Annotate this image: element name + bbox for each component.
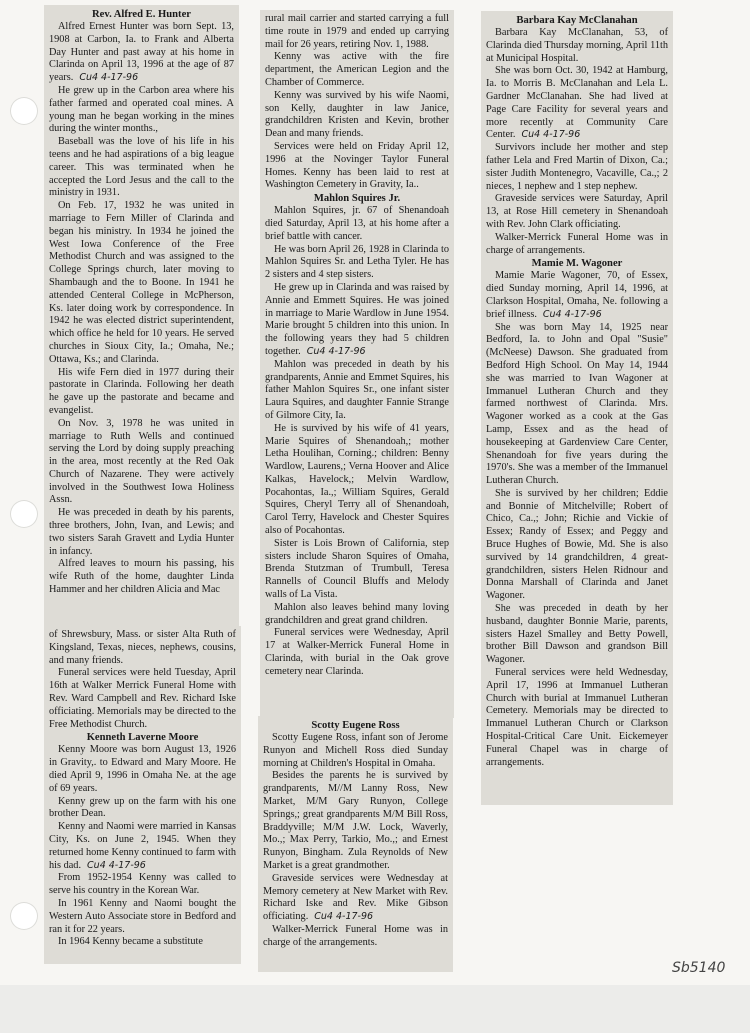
obituary-paragraph: On Nov. 3, 1978 he was united in marriage to Ruth Wells and continued serving the Lord by doing supply preaching in the area, most recently at the Red Oak Church of Nazarene. They were actively involved in the Southwest Iowa Holiness Assn. bbox=[49, 417, 234, 506]
obituary-paragraph: She was born May 14, 1925 near Bedford, Ia. to John and Opal "Susie" (McNeese) Dawson. She graduated from Bedford High School. On May 14, 1944 she was married to Ivan Wagoner at Immanuel Lutheran Church and they farmed northwest of Clarinda. Mrs. Wagoner worked as a cook at the Gas Lamp, Essex and as the head of housekeeping at Gardenview Care Center, Shenandoah for five years during the 1970's. She was a member of the Immanuel Lutheran Church. bbox=[486, 321, 668, 487]
obituary-title: Barbara Kay McClanahan bbox=[516, 15, 638, 26]
obituary-title: Scotty Eugene Ross bbox=[311, 720, 400, 731]
handwritten-annotation: Cu4 4-17-96 bbox=[306, 345, 366, 357]
obituary-paragraph: Funeral services were Wednesday, April 17 at Walker-Merrick Funeral Home in Clarinda, with burial in the Oak grove cemetery near Clarinda. bbox=[265, 627, 449, 677]
obituary-paragraph: Funeral services were held Wednesday, April 17, 1996 at Immanuel Lutheran Church with burial at Immanuel Lutheran Cemetery. Memorials may be directed to Immanuel Lutheran Church or Clarkson Hospital-Critical Care Unit. Eickemeyer Funeral Chapel was in charge of arrangements. bbox=[486, 667, 668, 768]
obituary-paragraph: Kenny Moore was born August 13, 1926 in Gravity,. to Edward and Mary Moore. He died April 9, 1996 in Omaha Ne. at the age of 69 years. bbox=[49, 744, 236, 794]
scanner-bed-edge bbox=[0, 985, 750, 1033]
obituary-paragraph: In 1961 Kenny and Naomi bought the Western Auto Associate store in Bedford and ran it for 22 years. bbox=[49, 897, 236, 935]
obituary-paragraph: Alfred leaves to mourn his passing, his wife Ruth of the home, daughter Linda Hammer and her children Alicia and Mac bbox=[49, 558, 234, 596]
obituary-paragraph: Barbara Kay McClanahan, 53, of Clarinda died Thursday morning, April 11th at Municipal Hospital. bbox=[486, 27, 668, 64]
obituary-paragraph: Mahlon Squires, jr. 67 of Shenandoah died Saturday, April 13, at his home after a brief battle with cancer. bbox=[265, 205, 449, 242]
obituary-paragraph: She is survived by her children; Eddie and Bonnie of Mitchelville; Robert of Chico, Ca.,; John; Richie and Vickie of Essex; Randy of Essex; and Peggy and Bruce Hughes of Bowie, Md. She is also survived by 14 grandchildren, 4 great-grandchildren, sisters Helen Ridnour and Donna Marshall of Clarinda and Janet Wagoner. bbox=[486, 487, 668, 602]
obituary-paragraph: Graveside services were Saturday, April 13, at Rose Hill cemetery in Shenandoah with Rev. John Clark officiating. bbox=[486, 193, 668, 230]
clipping-squires bbox=[260, 10, 454, 718]
continuation-text: rural mail carrier and started carrying a full time route in 1979 and ended up carrying mail for 26 years, retiring Nov. 1, 1988. bbox=[265, 13, 449, 50]
clipping-hunter bbox=[44, 5, 239, 630]
obituary-paragraph: In 1964 Kenny became a substitute bbox=[58, 936, 203, 948]
handwritten-annotation: Cu4 4-17-96 bbox=[314, 911, 374, 923]
obituary-paragraph: He grew up in the Carbon area where his father farmed and operated coal mines. A young man he began working in the mines during the winter months., bbox=[49, 84, 234, 135]
catalog-number: Sb5140 bbox=[672, 960, 726, 976]
clipping-ross bbox=[258, 716, 453, 972]
obituary-paragraph: Alfred Ernest Hunter was born Sept. 13, 1908 at Carbon, Ia. to Frank and Alberta Day Hunter and past away at his home in Clarinda on April 13, 1996 at the age of 87 years. Cu4 4-17-96 bbox=[49, 21, 234, 84]
clipping-mcclanahan-wagoner bbox=[481, 11, 673, 805]
obituary-paragraph: He was born April 26, 1928 in Clarinda to Mahlon Squires Sr. and Letha Tyler. He has 2 sisters and 4 step sisters. bbox=[265, 243, 449, 281]
obituary-paragraph: Kenny was active with the fire department, the American Legion and the Chamber of Commerce. bbox=[265, 51, 449, 88]
obituary-paragraph: He grew up in Clarinda and was raised by Annie and Emmett Squires. He was joined in marriage to Marie Wardlow in June 1954. Marie brought 5 children into this union. In the following years they had 5 children together. Cu4 4-17-96 bbox=[265, 281, 449, 357]
obituary-title: Kenneth Laverne Moore bbox=[86, 732, 199, 744]
obituary-paragraph: Kenny and Naomi were married in Kansas City, Ks. on June 2, 1945. When they returned home Kenny continued to farm with his dad. Cu4 4-17-96 bbox=[49, 821, 236, 871]
obituary-paragraph: His wife Fern died in 1977 during their pastorate in Clarinda. Following her death he gave up the pastorate and became and evangelist. bbox=[49, 366, 234, 416]
obituary-paragraph: She was born Oct. 30, 1942 at Hamburg, Ia. to Morris B. McClanahan and Lela L. Gardner McClanahan. She had lived at Page Care Facility for several years and more recently at Community Care Center. Cu4 4-17-96 bbox=[486, 65, 668, 141]
obituary-paragraph: Services were held on Friday April 12, 1996 at the Novinger Taylor Funeral Homes. Kenny has been laid to rest at Washington Cemetery in Gravity, Ia.. bbox=[265, 140, 449, 191]
obituary-title: Rev. Alfred E. Hunter bbox=[92, 9, 191, 20]
continuation-text: of Shrewsbury, Mass. or sister Alta Ruth of Kingsland, Texas, nieces, nephews, cousins, and many friends. bbox=[49, 629, 236, 666]
obituary-paragraph: From 1952-1954 Kenny was called to serve his country in the Korean War. bbox=[49, 872, 236, 897]
obituary-paragraph: On Feb. 17, 1932 he was united in marriage to Fern Miller of Clarinda and began his ministry. In 1934 he joined the West Iowa Conference of the Free Methodist Church and was assigned to the College Springs church, later moving to Shambaugh and the to Boone. In 1941 he attended Centeral College in McPherson, Ks. later doing work by correspondence. In 1942 he was elected district superintendent, which office he held for 10 years. He served churches in Sioux City, Ia.; Omaha, Ne.; Ottawa, Ks.; and Clarinda. bbox=[49, 200, 234, 365]
obituary-paragraph: Baseball was the love of his life in his teens and he had aspirations of a big league career. This was terminated when he accepted the Lord Jesus and the call to the ministry in 1931. bbox=[49, 136, 234, 199]
handwritten-annotation: Cu4 4-17-96 bbox=[87, 859, 146, 871]
handwritten-annotation: Cu4 4-17-96 bbox=[521, 129, 581, 141]
clipping-moore bbox=[44, 626, 241, 964]
obituary-paragraph: He is survived by his wife of 41 years, Marie Squires of Shenandoah,; mother Letha Houlihan, Corning.; children: Benny Wardlow, Laurens,; Verna Hoover and Alice Kalkas, Havelock,; Melvin Wardlow, Pocahontas, Ia.,; William Squires, Gerald Squires, Cheryl Terry all of Shenandoah, Carol Terry, Havelock and Chester Squires also of Pocahontas. bbox=[265, 422, 449, 537]
handwritten-annotation: Cu4 4-17-96 bbox=[79, 72, 139, 84]
obituary-paragraph: Sister is Lois Brown of California, step sisters include Sharon Squires of Omaha, Brenda Stutzman of Trumbull, Teresa Rannells of Council Bluffs and Melody walls of La Vista. bbox=[265, 537, 449, 601]
obituary-paragraph: Survivors include her mother and step father Lela and Fred Martin of Dixon, Ca.; sister Judith Montenegro, Vacaville, Ca.,; 2 nieces, 1 nephew and 1 step nephew. bbox=[486, 142, 668, 192]
obituary-paragraph: Mahlon was preceded in death by his grandparents, Annie and Emmet Squires, his father Mahlon Squires Sr., one infant sister Laura Squires, and daughter Fannie Strange of Gilmore City, Ia. bbox=[265, 358, 449, 421]
handwritten-annotation: Cu4 4-17-96 bbox=[542, 308, 602, 320]
punch-hole-middle bbox=[10, 500, 38, 528]
obituary-paragraph: Walker-Merrick Funeral Home was in charge of the arrangements. bbox=[263, 923, 448, 948]
obituary-paragraph: Graveside services were Wednesday at Memory cemetery at New Market with Rev. Richard Iske and Rev. Mike Gibson officiating. Cu4 4-17-96 bbox=[263, 872, 448, 923]
obituary-title: Mamie M. Wagoner bbox=[531, 258, 623, 270]
obituary-paragraph: Scotty Eugene Ross, infant son of Jerome Runyon and Michell Ross died Sunday morning at Children's Hospital in Omaha. bbox=[263, 732, 448, 769]
obituary-paragraph: She was preceded in death by her husband, daughter Bonnie Marie, parents, sisters Hazel Smalley and Betty Powell, brother Bill Dawson and grandson Bill Wagoner. bbox=[486, 603, 668, 666]
obituary-paragraph: Besides the parents he is survived by grandparents, M//M Lanny Ross, New Market, M/M Gary Runyon, College Springs,; great grandparents M/M Bill Ross, Braddyville; M/M J.W. Lock, Waverly, Mo.,; Max Perry, Tarkio, Mo.,; and Ernest Runyon, Bingham. Zula Reynolds of New Market is a great grandmother. bbox=[263, 770, 448, 871]
punch-hole-top bbox=[10, 97, 38, 125]
obituary-paragraph: Kenny was survived by his wife Naomi, son Kelly, daughter in law Janice, grandchildren Kristen and Kevin, brother Dean and many friends. bbox=[265, 89, 449, 140]
punch-hole-bottom bbox=[10, 902, 38, 930]
obituary-paragraph: Mahlon also leaves behind many loving grandchildren and great grand children. bbox=[265, 601, 449, 626]
obituary-paragraph: Funeral services were held Tuesday, April 16th at Walker Merrick Funeral Home with Rev. Ward Campbell and Rev. Richard Iske officiating. Memorials may be directed to the Free Methodist Church. bbox=[49, 667, 236, 730]
obituary-title: Mahlon Squires Jr. bbox=[313, 193, 401, 205]
obituary-paragraph: Walker-Merrick Funeral Home was in charge of arrangements. bbox=[486, 231, 668, 256]
obituary-paragraph: Kenny grew up on the farm with his one brother Dean. bbox=[49, 795, 236, 820]
obituary-paragraph: Mamie Marie Wagoner, 70, of Essex, died Sunday morning, April 14, 1996, at Clarkson Hospital, Omaha, Ne. following a brief illness. Cu4 4-17-96 bbox=[486, 270, 668, 320]
obituary-paragraph: He was preceded in death by his parents, three brothers, John, Ivan, and Lewis; and two sisters Sarah Gravett and Lydia Hunter in infancy. bbox=[49, 507, 234, 557]
